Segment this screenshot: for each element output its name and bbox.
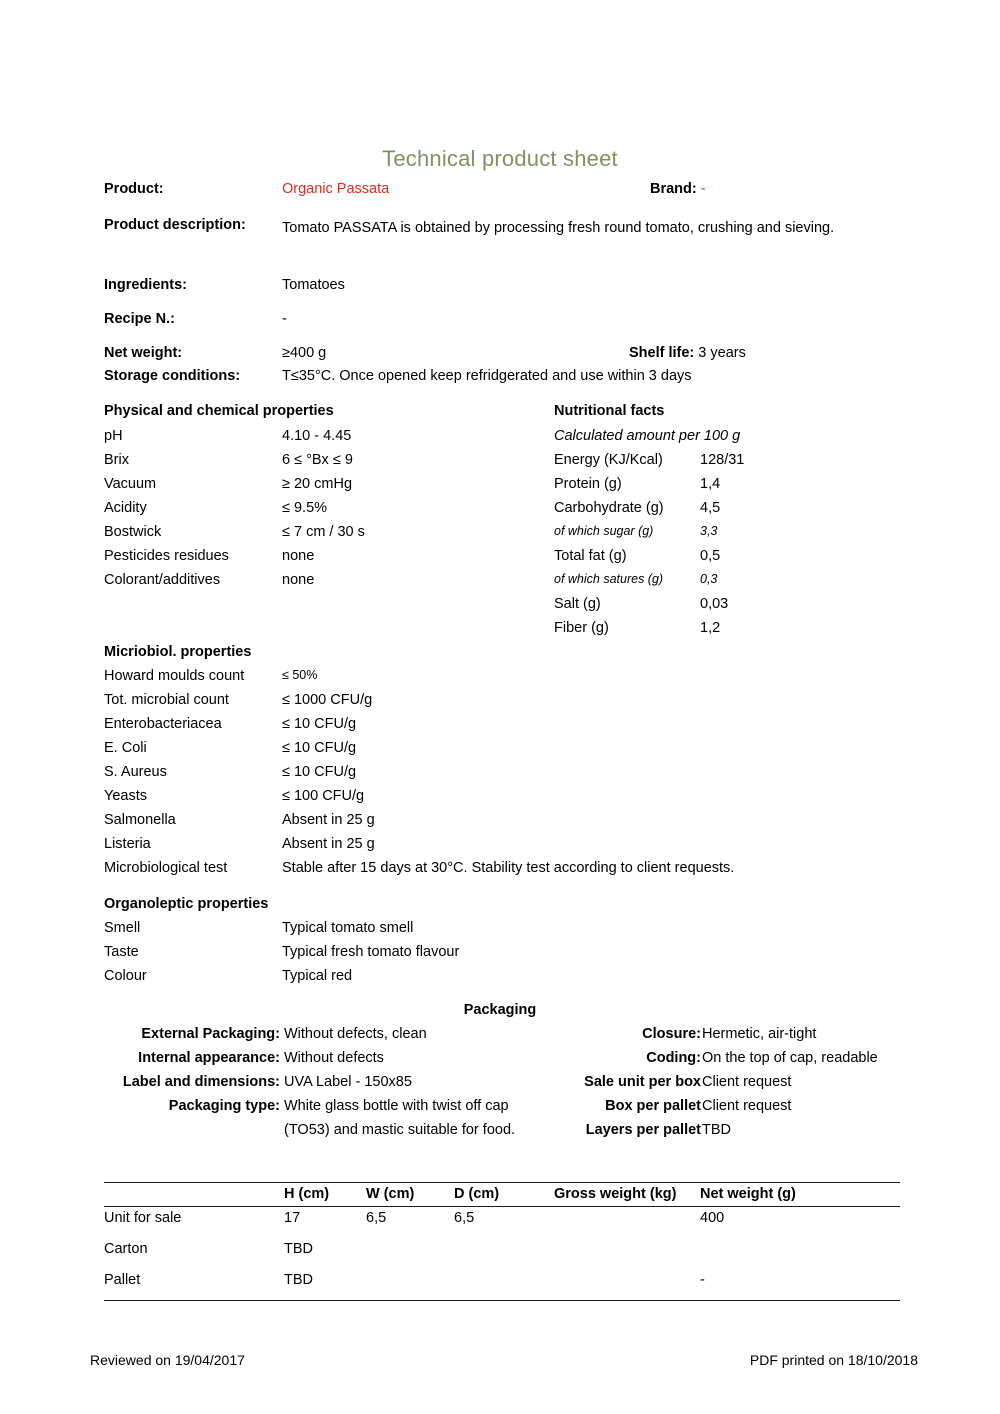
packaging-row-value: Client request	[702, 1074, 792, 1090]
physical-property-row-key: Brix	[104, 452, 129, 468]
ingredients-label: Ingredients:	[104, 277, 187, 293]
nutrition-row-key: Carbohydrate (g)	[554, 500, 664, 516]
packaging-row-key: Sale unit per box	[584, 1074, 701, 1090]
table-header-row	[104, 1183, 900, 1207]
table-cell: Unit for sale	[104, 1210, 182, 1226]
microbiological-row-key: Listeria	[104, 836, 151, 852]
description-value: Tomato PASSATA is obtained by processing fresh round tomato, crushing and sieving.	[282, 220, 835, 236]
packaging-row-value: White glass bottle with twist off cap	[284, 1098, 509, 1114]
packaging-row	[104, 1122, 534, 1146]
shelf-life-group	[629, 345, 746, 361]
packaging-row-value: On the top of cap, readable	[702, 1050, 878, 1066]
microbiological-row-key: Enterobacteriacea	[104, 716, 222, 732]
microbiological-row-value: ≤ 10 CFU/g	[282, 740, 357, 756]
dimensions-table-body	[104, 1207, 900, 1301]
shelf-life-label: Shelf life:	[629, 345, 695, 361]
dimensions-table-head	[104, 1183, 900, 1207]
printed-date: PDF printed on 18/10/2018	[749, 1352, 918, 1368]
physical-property-row-key: Vacuum	[104, 476, 157, 492]
table-cell	[454, 1238, 554, 1269]
brand-value: -	[700, 181, 706, 197]
packaging-row	[560, 1074, 940, 1098]
physical-properties-title: Physical and chemical properties	[104, 403, 334, 419]
table-cell: 400	[700, 1210, 725, 1226]
table-cell: 6,5	[454, 1210, 475, 1226]
physical-property-row-key: Pesticides residues	[104, 548, 229, 564]
organoleptic-row-key: Taste	[104, 944, 139, 960]
recipe-value: -	[282, 311, 287, 327]
microbiological-row-key: Howard moulds count	[104, 668, 245, 684]
physical-property-row-value: none	[282, 548, 315, 564]
packaging-row	[104, 1074, 534, 1098]
nutrition-row-value: 0,5	[700, 548, 721, 564]
ingredients-value: Tomatoes	[282, 277, 345, 293]
physical-property-row-value: ≥ 20 cmHg	[282, 476, 353, 492]
physical-property-row-key: Colorant/additives	[104, 572, 221, 588]
microbiological-row-value: Absent in 25 g	[282, 812, 375, 828]
net-weight-row	[104, 345, 914, 365]
microbiological-row-key: Tot. microbial count	[104, 692, 229, 708]
nutrition-row-value: 1,4	[700, 476, 721, 492]
packaging-row	[560, 1050, 940, 1074]
nutritional-facts-title: Nutritional facts	[554, 403, 665, 419]
packaging-row	[104, 1050, 534, 1074]
brand-label: Brand:	[650, 181, 697, 197]
dimensions-table	[104, 1182, 900, 1301]
table-cell	[700, 1238, 900, 1269]
nutrition-row-key: Protein (g)	[554, 476, 622, 492]
table-cell	[366, 1238, 454, 1269]
packaging-row-key: Internal appearance:	[138, 1050, 280, 1066]
physical-property-row-key: Bostwick	[104, 524, 162, 540]
nutrition-row-value: 1,2	[700, 620, 721, 636]
packaging-row	[560, 1026, 940, 1050]
table-row	[104, 1207, 900, 1239]
physical-property-row-key: pH	[104, 428, 123, 444]
nutrition-row-key: Energy (KJ/Kcal)	[554, 452, 663, 468]
microbiological-row-key: Microbiological test	[104, 860, 228, 876]
nutrition-row-value: 0,3	[700, 572, 718, 586]
table-cell: Pallet	[104, 1272, 141, 1288]
table-cell: 6,5	[366, 1210, 387, 1226]
physical-property-row-value: 4.10 - 4.45	[282, 428, 352, 444]
organoleptic-row-value: Typical fresh tomato flavour	[282, 944, 460, 960]
packaging-row-key: Coding:	[646, 1050, 701, 1066]
packaging-row-value: TBD	[702, 1122, 731, 1138]
packaging-row-value: Without defects	[284, 1050, 384, 1066]
net-weight-value: ≥400 g	[282, 345, 327, 361]
table-cell: 17	[284, 1210, 301, 1226]
packaging-row-value: (TO53) and mastic suitable for food.	[284, 1122, 516, 1138]
packaging-row-key: Packaging type:	[168, 1098, 280, 1114]
microbiological-row-key: E. Coli	[104, 740, 147, 756]
packaging-title: Packaging	[463, 1002, 537, 1018]
product-row	[104, 181, 914, 201]
organoleptic-row-value: Typical tomato smell	[282, 920, 414, 936]
table-row	[104, 1269, 900, 1301]
physical-property-row-value: 6 ≤ °Bx ≤ 9	[282, 452, 353, 468]
microbiological-row-key: S. Aureus	[104, 764, 167, 780]
physical-property-row-value: ≤ 9.5%	[282, 500, 328, 516]
physical-property-row-value: ≤ 7 cm / 30 s	[282, 524, 365, 540]
nutrition-row-value: 128/31	[700, 452, 745, 468]
shelf-life-value: 3 years	[698, 345, 746, 361]
table-cell	[554, 1238, 700, 1269]
brand-group	[650, 181, 706, 197]
table-cell	[554, 1207, 700, 1239]
nutrition-row-key: Fiber (g)	[554, 620, 609, 636]
table-cell: Carton	[104, 1241, 148, 1257]
nutrition-row-key: of which satures (g)	[554, 572, 664, 586]
packaging-row-value: Client request	[702, 1098, 792, 1114]
table-column-header: D (cm)	[454, 1186, 500, 1202]
nutrition-row-value: 4,5	[700, 500, 721, 516]
microbiological-row-value: ≤ 100 CFU/g	[282, 788, 365, 804]
product-label: Product:	[104, 181, 164, 197]
organoleptic-row-value: Typical red	[282, 968, 353, 984]
table-cell	[554, 1269, 700, 1301]
nutrition-row-key: Total fat (g)	[554, 548, 627, 564]
table-column-header	[104, 1183, 284, 1207]
table-column-header: Gross weight (kg)	[554, 1186, 677, 1202]
microbiological-row-key: Yeasts	[104, 788, 147, 804]
physical-property-row-key: Acidity	[104, 500, 147, 516]
table-cell: -	[700, 1272, 705, 1288]
microbiological-row-value: ≤ 50%	[282, 668, 318, 682]
nutrition-row-value: 3,3	[700, 524, 718, 538]
net-weight-label: Net weight:	[104, 345, 183, 361]
description-label: Product description:	[104, 217, 246, 233]
packaging-row	[104, 1026, 534, 1050]
packaging-row-key: Layers per pallet	[585, 1122, 701, 1138]
table-cell	[366, 1269, 454, 1301]
table-cell: TBD	[284, 1241, 313, 1257]
microbiological-row-value: ≤ 10 CFU/g	[282, 716, 357, 732]
ingredients-row	[104, 277, 914, 297]
table-column-header: H (cm)	[284, 1186, 330, 1202]
storage-row	[104, 368, 914, 388]
table-row	[104, 1238, 900, 1269]
microbiological-row-value: ≤ 1000 CFU/g	[282, 692, 373, 708]
microbiological-properties-title: Micriobiol. properties	[104, 644, 252, 660]
organoleptic-row-key: Smell	[104, 920, 141, 936]
physical-property-row-value: none	[282, 572, 315, 588]
page-title: Technical product sheet	[382, 146, 618, 171]
packaging-row-value: Without defects, clean	[284, 1026, 427, 1042]
table-column-header: W (cm)	[366, 1186, 415, 1202]
microbiological-row-key: Salmonella	[104, 812, 176, 828]
nutrition-row-key: Salt (g)	[554, 596, 601, 612]
recipe-label: Recipe N.:	[104, 311, 175, 327]
packaging-right-column	[560, 1026, 940, 1146]
organoleptic-row-key: Colour	[104, 968, 147, 984]
packaging-row	[560, 1122, 940, 1146]
packaging-row-key: Label and dimensions:	[122, 1074, 280, 1090]
microbiological-row-value: Absent in 25 g	[282, 836, 375, 852]
microbiological-row-value: Stable after 15 days at 30°C. Stability test according to client requests.	[282, 860, 735, 876]
nutrition-row-value: 0,03	[700, 596, 729, 612]
packaging-row-key: Box per pallet	[605, 1098, 701, 1114]
table-cell	[454, 1269, 554, 1301]
storage-value: T≤35°C. Once opened keep refridgerated and use within 3 days	[282, 368, 692, 384]
packaging-row	[560, 1098, 940, 1122]
packaging-row	[104, 1098, 534, 1122]
nutrition-row-key: of which sugar (g)	[554, 524, 654, 538]
storage-label: Storage conditions:	[104, 368, 241, 384]
packaging-left-column	[104, 1026, 534, 1146]
packaging-row-value: UVA Label - 150x85	[284, 1074, 412, 1090]
packaging-row-key: External Packaging:	[141, 1026, 280, 1042]
packaging-row-value: Hermetic, air-tight	[702, 1026, 817, 1042]
microbiological-row-value: ≤ 10 CFU/g	[282, 764, 357, 780]
product-value: Organic Passata	[282, 181, 390, 197]
reviewed-date: Reviewed on 19/04/2017	[90, 1352, 245, 1368]
table-column-header: Net weight (g)	[700, 1186, 796, 1202]
packaging-row-key: Closure:	[642, 1026, 701, 1042]
recipe-row	[104, 311, 914, 331]
table-cell: TBD	[284, 1272, 313, 1288]
nutrition-note: Calculated amount per 100 g	[554, 428, 741, 444]
organoleptic-properties-title: Organoleptic properties	[104, 896, 269, 912]
